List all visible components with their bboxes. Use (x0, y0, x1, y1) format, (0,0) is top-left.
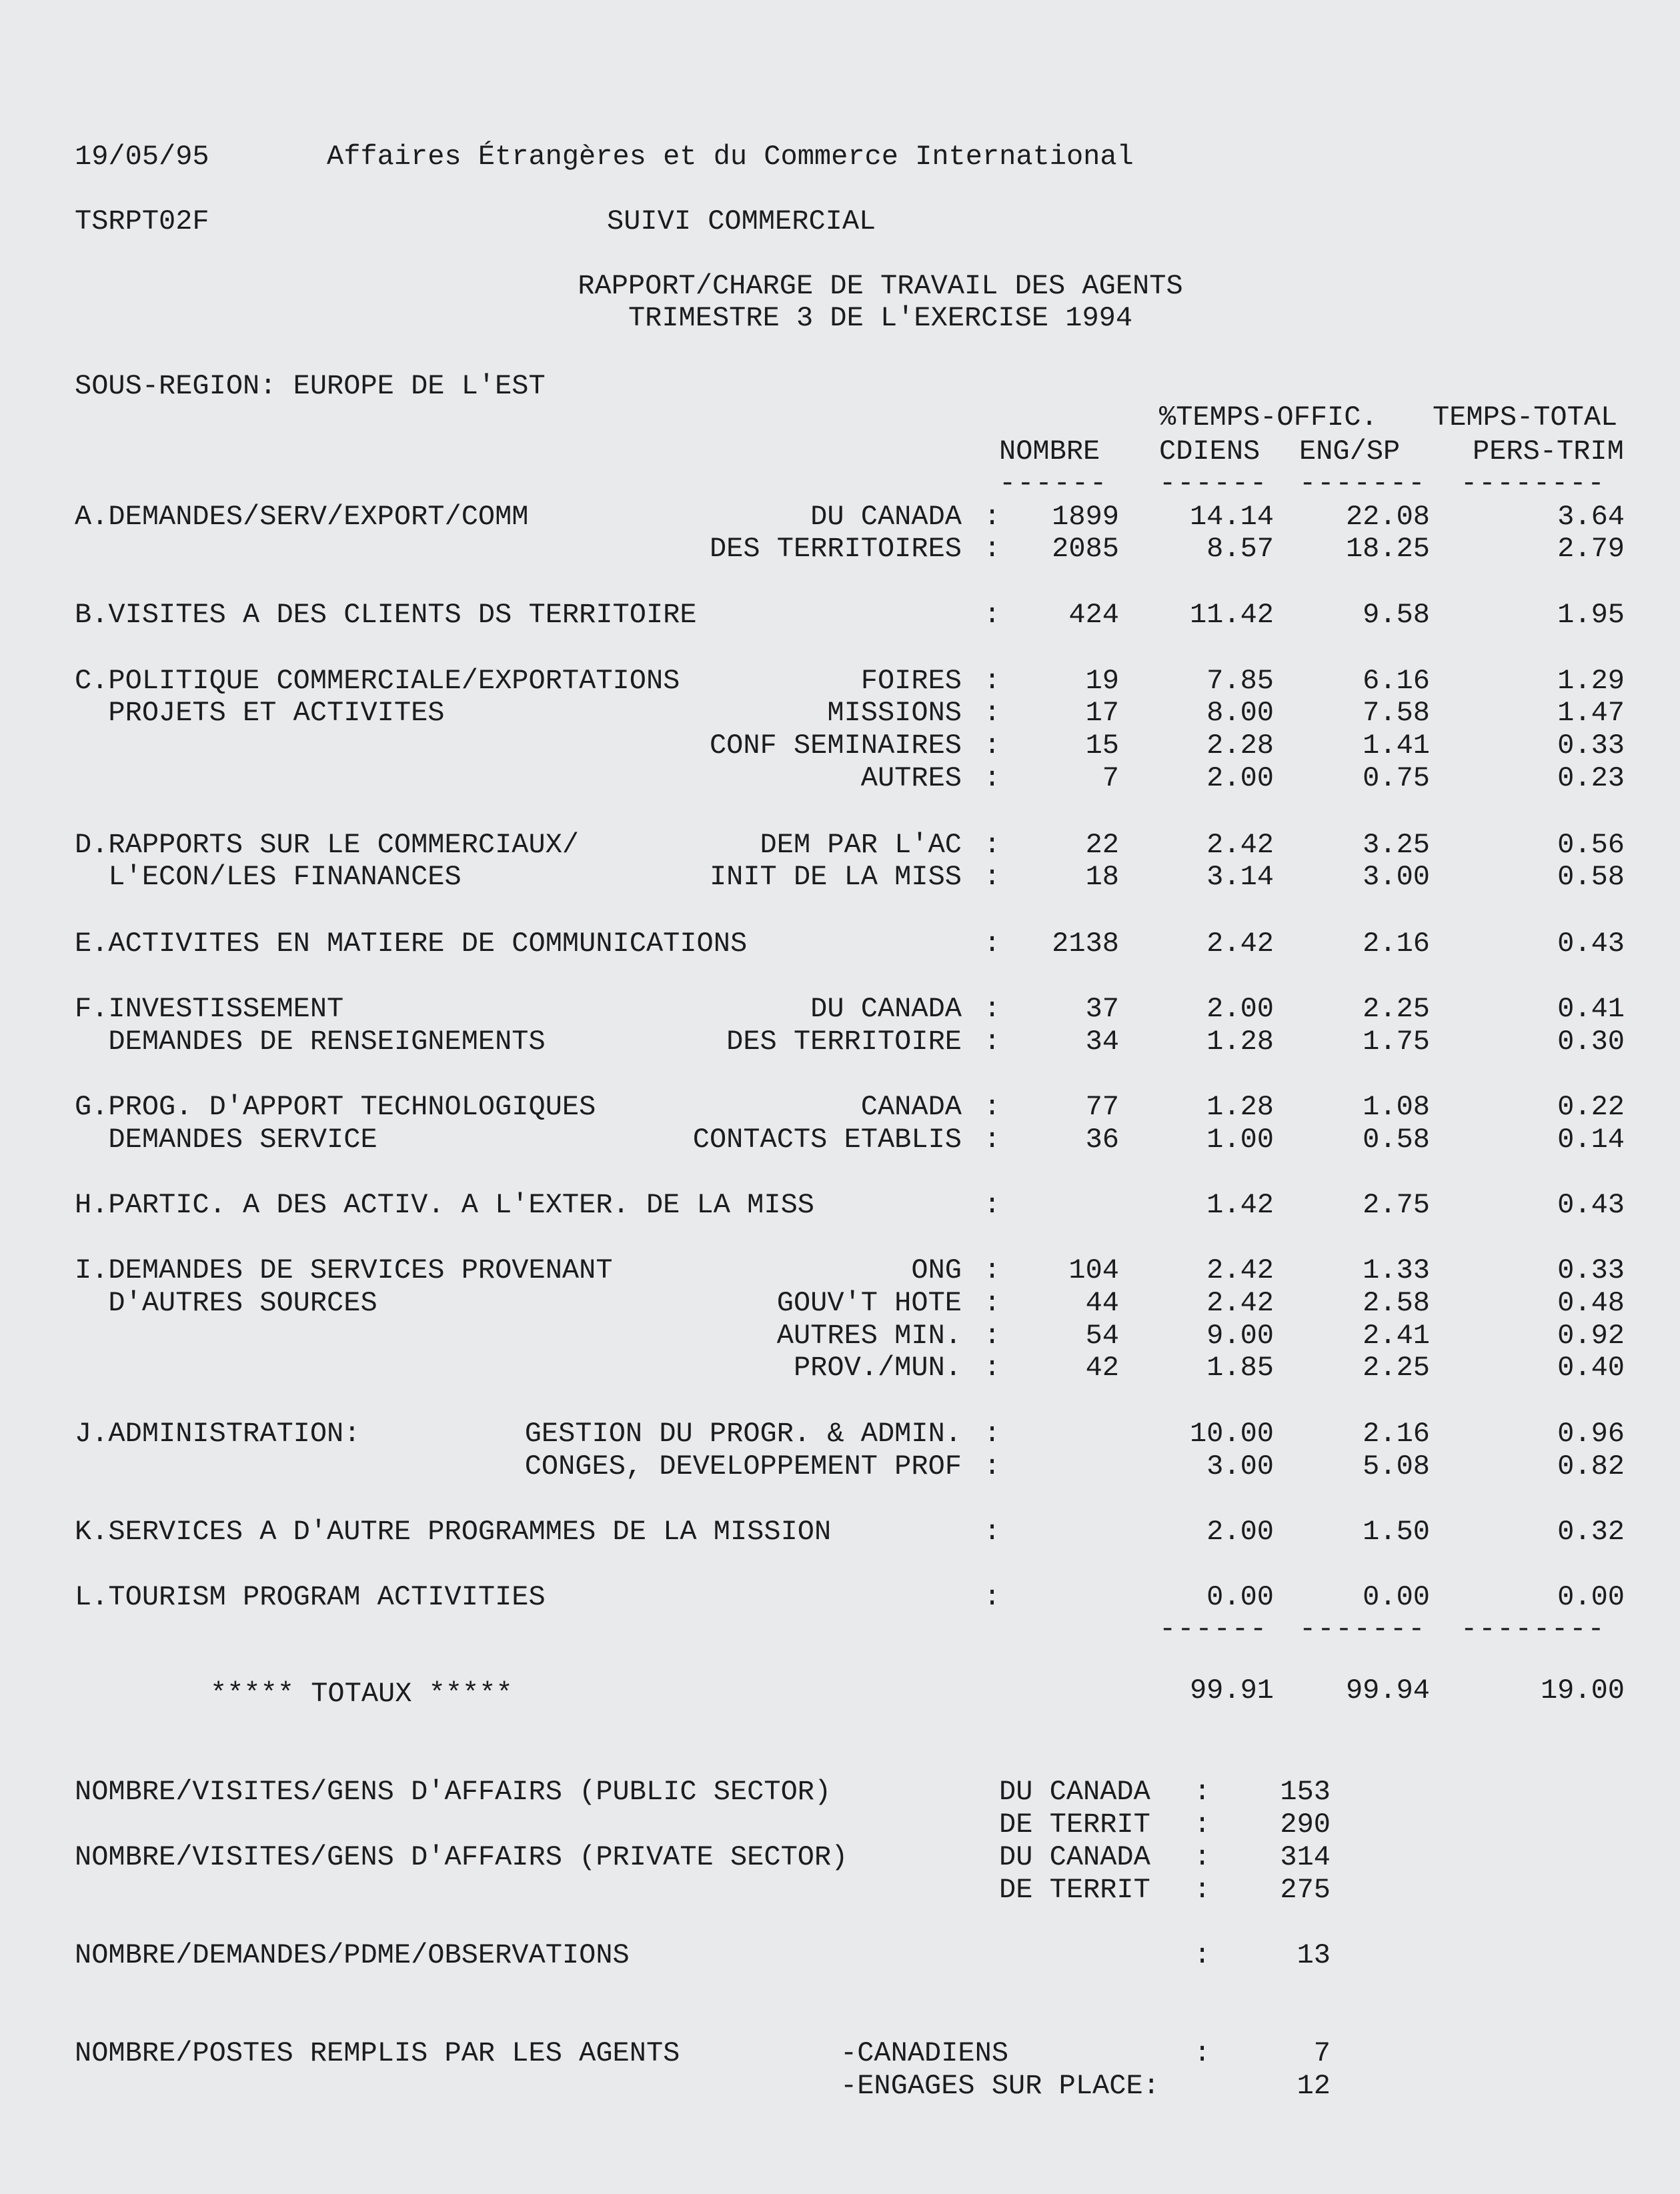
row-colon: : (984, 665, 1001, 697)
row-cdiens: 2.00 (1206, 993, 1274, 1025)
row-engsp: 1.33 (1363, 1254, 1430, 1286)
row-cdiens: 2.42 (1206, 1254, 1274, 1286)
row-colon: : (984, 762, 1001, 794)
row-engsp: 1.50 (1363, 1516, 1430, 1548)
row-nombre: 36 (1085, 1124, 1119, 1156)
row-cdiens: 1.00 (1206, 1124, 1274, 1156)
col-head-total: TEMPS-TOTAL (1433, 401, 1618, 433)
row-perstrim: 1.95 (1557, 599, 1625, 631)
row-sublabel: DEM PAR L'AC (760, 829, 962, 861)
row-sublabel: DU CANADA (810, 993, 962, 1025)
row-cdiens: 1.85 (1206, 1352, 1274, 1384)
row-colon: : (984, 1026, 1001, 1058)
row-cdiens: 7.85 (1206, 665, 1274, 697)
totals-label: ***** TOTAUX ***** (210, 1678, 513, 1710)
row-sublabel: PROV./MUN. (793, 1352, 962, 1384)
total-rule-engsp: ------- (1299, 1613, 1427, 1645)
row-perstrim: 0.30 (1557, 1026, 1625, 1058)
row-cdiens: 2.42 (1206, 1287, 1274, 1319)
report-title: RAPPORT/CHARGE DE TRAVAIL DES AGENTS (578, 270, 1183, 302)
total-engsp: 99.94 (1345, 1675, 1430, 1707)
count-sublabel: DU CANADA (999, 1841, 1150, 1873)
count-label: NOMBRE/DEMANDES/PDME/OBSERVATIONS (75, 1939, 630, 1971)
row-cdiens: 10.00 (1189, 1418, 1274, 1450)
report-date: 19/05/95 (75, 141, 209, 173)
count-value: 275 (1280, 1874, 1331, 1906)
row-colon: : (984, 533, 1001, 565)
row-colon: : (984, 1418, 1001, 1450)
row-cdiens: 8.00 (1206, 697, 1274, 729)
row-engsp: 2.25 (1363, 1352, 1430, 1384)
row-colon: : (984, 697, 1001, 729)
row-colon: : (984, 861, 1001, 893)
row-engsp: 9.58 (1363, 599, 1430, 631)
row-perstrim: 1.47 (1557, 697, 1625, 729)
row-engsp: 2.58 (1363, 1287, 1430, 1319)
row-sublabel: DU CANADA (810, 501, 962, 533)
row-colon: : (984, 730, 1001, 762)
row-nombre: 54 (1085, 1320, 1119, 1352)
count-label: NOMBRE/VISITES/GENS D'AFFAIRS (PUBLIC SECTOR) (75, 1776, 832, 1808)
row-colon: : (984, 1352, 1001, 1384)
system-name: SUIVI COMMERCIAL (607, 205, 876, 237)
row-nombre: 34 (1085, 1026, 1119, 1058)
row-perstrim: 0.32 (1557, 1516, 1625, 1548)
row-perstrim: 0.92 (1557, 1320, 1625, 1352)
row-nombre: 37 (1085, 993, 1119, 1025)
row-engsp: 3.00 (1363, 861, 1430, 893)
count-label: NOMBRE/VISITES/GENS D'AFFAIRS (PRIVATE SECTOR) (75, 1841, 848, 1873)
row-cdiens: 8.57 (1206, 533, 1274, 565)
row-nombre: 77 (1085, 1091, 1119, 1123)
row-colon: : (984, 1254, 1001, 1286)
row-sublabel: AUTRES MIN. (776, 1320, 962, 1352)
row-nombre: 7 (1102, 762, 1119, 794)
row-perstrim: 0.56 (1557, 829, 1625, 861)
col-rule-engsp: ------- (1299, 467, 1427, 499)
row-engsp: 0.75 (1363, 762, 1430, 794)
row-perstrim: 3.64 (1557, 501, 1625, 533)
count-value: 314 (1280, 1841, 1331, 1873)
total-cdiens: 99.91 (1189, 1675, 1274, 1707)
row-sublabel: FOIRES (860, 665, 962, 697)
row-colon: : (984, 1581, 1001, 1613)
row-cdiens: 9.00 (1206, 1320, 1274, 1352)
row-nombre: 1899 (1052, 501, 1119, 533)
row-label: F.INVESTISSEMENT (75, 993, 344, 1025)
row-colon: : (984, 1320, 1001, 1352)
count-value: 7 (1313, 2037, 1331, 2069)
row-colon: : (984, 1450, 1001, 1482)
count-value: 290 (1280, 1809, 1331, 1841)
row-label: I.DEMANDES DE SERVICES PROVENANT (75, 1254, 613, 1286)
row-cdiens: 2.42 (1206, 829, 1274, 861)
row-cdiens: 11.42 (1189, 599, 1274, 631)
row-sublabel: DES TERRITOIRE (726, 1026, 962, 1058)
col-rule-perstrim: -------- (1461, 467, 1606, 499)
row-perstrim: 0.43 (1557, 1189, 1625, 1221)
row-engsp: 1.41 (1363, 730, 1430, 762)
col-head-cdiens: CDIENS (1159, 435, 1261, 467)
row-colon: : (984, 1189, 1001, 1221)
row-label: A.DEMANDES/SERV/EXPORT/COMM (75, 501, 529, 533)
row-perstrim: 0.33 (1557, 1254, 1625, 1286)
row-nombre: 15 (1085, 730, 1119, 762)
row-sublabel: GOUV'T HOTE (776, 1287, 962, 1319)
subregion: SOUS-REGION: EUROPE DE L'EST (75, 370, 546, 402)
row-nombre: 2138 (1052, 928, 1119, 960)
col-rule-nombre: ------ (999, 467, 1108, 499)
row-perstrim: 0.22 (1557, 1091, 1625, 1123)
row-perstrim: 2.79 (1557, 533, 1625, 565)
row-engsp: 2.16 (1363, 928, 1430, 960)
row-label: E.ACTIVITES EN MATIERE DE COMMUNICATIONS (75, 928, 748, 960)
count-value: 12 (1297, 2070, 1331, 2102)
count-colon: : (1194, 1776, 1211, 1808)
row-perstrim: 0.82 (1557, 1450, 1625, 1482)
row-perstrim: 0.00 (1557, 1581, 1625, 1613)
row-engsp: 7.58 (1363, 697, 1430, 729)
row-label: B.VISITES A DES CLIENTS DS TERRITOIRE (75, 599, 697, 631)
row-cdiens: 0.00 (1206, 1581, 1274, 1613)
row-sublabel: DES TERRITOIRES (709, 533, 962, 565)
count-value: 13 (1297, 1939, 1331, 1971)
row-engsp: 22.08 (1345, 501, 1430, 533)
row-engsp: 1.08 (1363, 1091, 1430, 1123)
row-sublabel: CONF SEMINAIRES (709, 730, 962, 762)
row-colon: : (984, 599, 1001, 631)
row-label: DEMANDES DE RENSEIGNEMENTS (75, 1026, 546, 1058)
total-rule-pers: -------- (1461, 1613, 1606, 1645)
row-colon: : (984, 993, 1001, 1025)
row-perstrim: 0.48 (1557, 1287, 1625, 1319)
row-engsp: 2.25 (1363, 993, 1430, 1025)
row-engsp: 3.25 (1363, 829, 1430, 861)
count-value: 153 (1280, 1776, 1331, 1808)
count-sublabel: DE TERRIT (999, 1809, 1150, 1841)
col-head-engsp: ENG/SP (1299, 435, 1401, 467)
row-nombre: 42 (1085, 1352, 1119, 1384)
count-colon: : (1194, 2037, 1211, 2069)
row-engsp: 2.16 (1363, 1418, 1430, 1450)
row-engsp: 1.75 (1363, 1026, 1430, 1058)
total-pers: 19.00 (1540, 1675, 1625, 1707)
col-rule-cdiens: ------ (1159, 467, 1269, 499)
row-engsp: 2.75 (1363, 1189, 1430, 1221)
row-perstrim: 0.23 (1557, 762, 1625, 794)
count-sublabel: -ENGAGES SUR PLACE: (840, 2070, 1160, 2102)
row-perstrim: 0.14 (1557, 1124, 1625, 1156)
row-label: G.PROG. D'APPORT TECHNOLOGIQUES (75, 1091, 596, 1123)
row-label: H.PARTIC. A DES ACTIV. A L'EXTER. DE LA MISS (75, 1189, 814, 1221)
row-label: C.POLITIQUE COMMERCIALE/EXPORTATIONS (75, 665, 680, 697)
row-engsp: 0.00 (1363, 1581, 1430, 1613)
row-cdiens: 2.00 (1206, 762, 1274, 794)
row-perstrim: 0.96 (1557, 1418, 1625, 1450)
report-code: TSRPT02F (75, 205, 209, 237)
count-sublabel: DE TERRIT (999, 1874, 1150, 1906)
row-perstrim: 0.40 (1557, 1352, 1625, 1384)
total-rule-cdiens: ------ (1159, 1613, 1269, 1645)
row-cdiens: 2.42 (1206, 928, 1274, 960)
row-cdiens: 2.00 (1206, 1516, 1274, 1548)
count-sublabel: DU CANADA (999, 1776, 1150, 1808)
row-engsp: 2.41 (1363, 1320, 1430, 1352)
row-sublabel: CONTACTS ETABLIS (692, 1124, 962, 1156)
row-perstrim: 0.33 (1557, 730, 1625, 762)
row-engsp: 6.16 (1363, 665, 1430, 697)
row-perstrim: 0.58 (1557, 861, 1625, 893)
row-engsp: 5.08 (1363, 1450, 1430, 1482)
row-colon: : (984, 829, 1001, 861)
count-colon: : (1194, 1939, 1211, 1971)
row-sublabel: CANADA (860, 1091, 962, 1123)
count-colon: : (1194, 1809, 1211, 1841)
count-colon: : (1194, 1841, 1211, 1873)
row-nombre: 44 (1085, 1287, 1119, 1319)
row-engsp: 0.58 (1363, 1124, 1430, 1156)
report-period: TRIMESTRE 3 DE L'EXERCISE 1994 (628, 302, 1133, 334)
row-nombre: 2085 (1052, 533, 1119, 565)
row-label: D'AUTRES SOURCES (75, 1287, 377, 1319)
row-nombre: 424 (1068, 599, 1119, 631)
row-cdiens: 1.42 (1206, 1189, 1274, 1221)
row-cdiens: 2.28 (1206, 730, 1274, 762)
row-colon: : (984, 1287, 1001, 1319)
row-colon: : (984, 1091, 1001, 1123)
department-name: Affaires Étrangères et du Commerce International (327, 141, 1134, 173)
row-sublabel: GESTION DU PROGR. & ADMIN. (524, 1418, 962, 1450)
row-colon: : (984, 501, 1001, 533)
row-cdiens: 14.14 (1189, 501, 1274, 533)
col-head-pct: %TEMPS-OFFIC. (1159, 401, 1378, 433)
row-label: J.ADMINISTRATION: (75, 1418, 361, 1450)
row-cdiens: 1.28 (1206, 1026, 1274, 1058)
row-nombre: 104 (1068, 1254, 1119, 1286)
row-cdiens: 3.14 (1206, 861, 1274, 893)
row-label: L.TOURISM PROGRAM ACTIVITIES (75, 1581, 546, 1613)
row-cdiens: 3.00 (1206, 1450, 1274, 1482)
row-label: D.RAPPORTS SUR LE COMMERCIAUX/ (75, 829, 580, 861)
row-nombre: 18 (1085, 861, 1119, 893)
row-sublabel: AUTRES (860, 762, 962, 794)
row-perstrim: 1.29 (1557, 665, 1625, 697)
row-nombre: 19 (1085, 665, 1119, 697)
count-colon: : (1194, 1874, 1211, 1906)
row-sublabel: ONG (911, 1254, 962, 1286)
row-engsp: 18.25 (1345, 533, 1430, 565)
row-colon: : (984, 928, 1001, 960)
row-sublabel: MISSIONS (827, 697, 962, 729)
count-sublabel: -CANADIENS (840, 2037, 1009, 2069)
row-sublabel: INIT DE LA MISS (709, 861, 962, 893)
row-nombre: 22 (1085, 829, 1119, 861)
row-label: DEMANDES SERVICE (75, 1124, 377, 1156)
row-perstrim: 0.41 (1557, 993, 1625, 1025)
row-nombre: 17 (1085, 697, 1119, 729)
row-colon: : (984, 1516, 1001, 1548)
col-head-perstrim: PERS-TRIM (1473, 435, 1624, 467)
row-label: K.SERVICES A D'AUTRE PROGRAMMES DE LA MISSION (75, 1516, 832, 1548)
row-label: PROJETS ET ACTIVITES (75, 697, 445, 729)
col-head-nombre: NOMBRE (999, 435, 1100, 467)
row-perstrim: 0.43 (1557, 928, 1625, 960)
row-label: L'ECON/LES FINANANCES (75, 861, 462, 893)
row-sublabel: CONGES, DEVELOPPEMENT PROF (524, 1450, 962, 1482)
count-label: NOMBRE/POSTES REMPLIS PAR LES AGENTS (75, 2037, 680, 2069)
row-cdiens: 1.28 (1206, 1091, 1274, 1123)
row-colon: : (984, 1124, 1001, 1156)
